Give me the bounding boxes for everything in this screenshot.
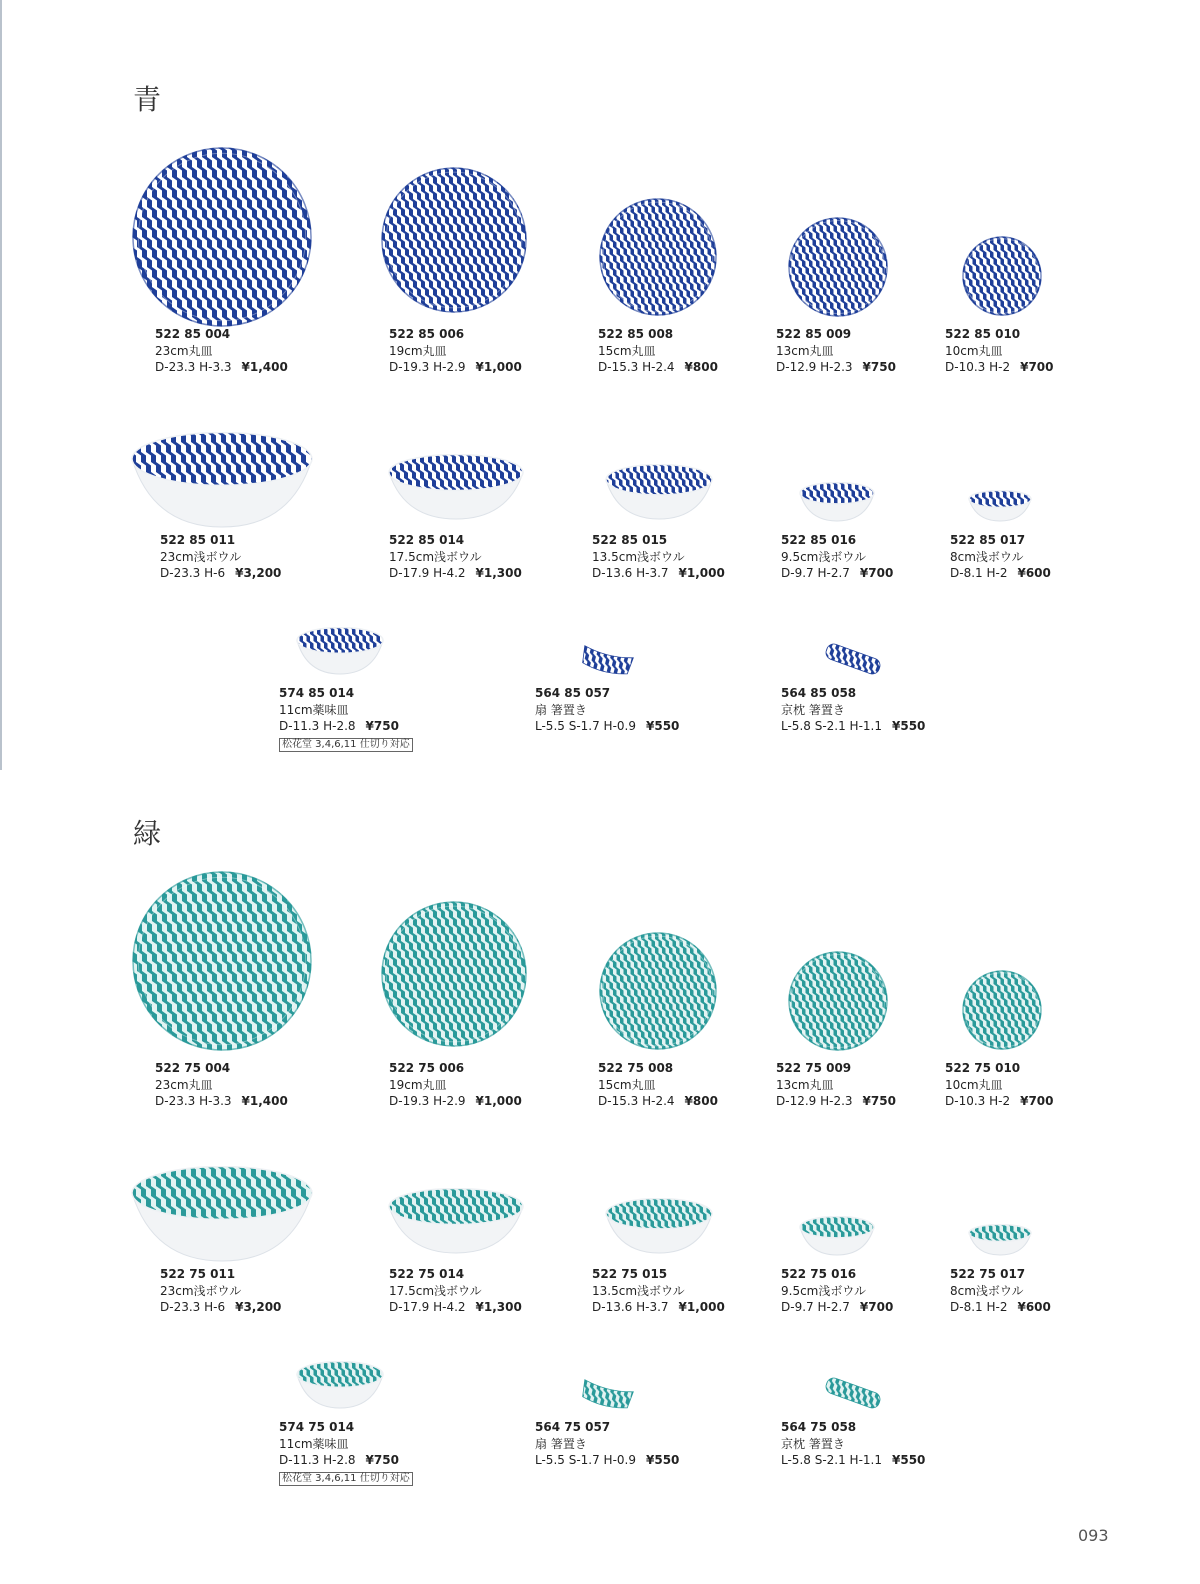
product-code: 522 75 004	[155, 1061, 231, 1075]
product-caption	[950, 1266, 1051, 1316]
plate-image	[788, 951, 888, 1051]
product-price: ¥1,300	[475, 1300, 522, 1314]
product-code: 574 75 014	[279, 1420, 355, 1434]
product-spec: D-13.6 H-3.7	[592, 1300, 669, 1314]
product-price: ¥700	[1020, 1094, 1054, 1108]
product-caption	[781, 1419, 925, 1469]
product-code: 522 75 006	[389, 1061, 465, 1075]
product-code: 522 75 016	[781, 1267, 857, 1281]
product-spec: D-9.7 H-2.7	[781, 1300, 850, 1314]
product-price: ¥800	[684, 1094, 718, 1108]
plate-image	[788, 217, 888, 317]
chopstick-rest-image	[822, 641, 884, 677]
product-price: ¥550	[892, 1453, 926, 1467]
product-price: ¥700	[859, 566, 894, 580]
product-caption	[389, 1060, 522, 1110]
product-name: 9.5cm浅ボウル	[781, 549, 867, 564]
product-name: 8cm浅ボウル	[950, 1283, 1024, 1298]
product-caption	[950, 532, 1051, 582]
product-code: 522 85 006	[389, 327, 465, 341]
product-caption	[279, 1419, 413, 1486]
product-price: ¥1,000	[475, 1094, 522, 1108]
product-price: ¥1,000	[475, 360, 522, 374]
product-caption	[389, 1266, 522, 1316]
section-title-green: 緑	[133, 817, 162, 850]
product-name: 19cm丸皿	[389, 343, 447, 358]
product-spec: D-23.3 H-3.3	[155, 360, 232, 374]
compatibility-note: 松花堂 3,4,6,11 仕切り対応	[279, 738, 413, 752]
product-price: ¥700	[1020, 360, 1054, 374]
product-price: ¥1,300	[475, 566, 522, 580]
product-name: 扇 箸置き	[535, 1436, 587, 1451]
bowl-image	[799, 482, 875, 522]
product-caption	[781, 685, 925, 735]
chopstick-rest-image	[822, 1375, 884, 1411]
product-caption	[535, 685, 679, 735]
bowl-image	[968, 490, 1032, 522]
compatibility-note: 松花堂 3,4,6,11 仕切り対応	[279, 1472, 413, 1486]
product-code: 522 75 011	[160, 1267, 236, 1281]
product-price: ¥550	[892, 719, 926, 733]
product-code: 564 85 058	[781, 686, 857, 700]
product-spec: L-5.8 S-2.1 H-1.1	[781, 1453, 882, 1467]
product-spec: D-12.9 H-2.3	[776, 1094, 853, 1108]
product-spec: D-11.3 H-2.8	[279, 719, 356, 733]
bowl-image	[799, 1216, 875, 1256]
product-price: ¥700	[859, 1300, 894, 1314]
product-price: ¥1,400	[241, 360, 288, 374]
product-name: 13cm丸皿	[776, 1077, 834, 1092]
product-name: 15cm丸皿	[598, 343, 656, 358]
product-caption	[598, 326, 718, 376]
product-spec: D-10.3 H-2	[945, 1094, 1011, 1108]
product-code: 522 85 014	[389, 533, 465, 547]
product-code: 522 75 017	[950, 1267, 1026, 1281]
product-code: 522 85 011	[160, 533, 236, 547]
product-code: 522 85 009	[776, 327, 852, 341]
product-code: 522 85 004	[155, 327, 231, 341]
product-price: ¥600	[1017, 566, 1051, 580]
bowl-image	[605, 1198, 713, 1254]
product-name: 13cm丸皿	[776, 343, 834, 358]
product-name: 10cm丸皿	[945, 1077, 1003, 1092]
plate-image	[962, 970, 1042, 1050]
product-spec: D-19.3 H-2.9	[389, 360, 466, 374]
product-spec: D-11.3 H-2.8	[279, 1453, 356, 1467]
product-spec: D-13.6 H-3.7	[592, 566, 669, 580]
product-spec: D-9.7 H-2.7	[781, 566, 850, 580]
product-spec: D-23.3 H-6	[160, 566, 226, 580]
product-spec: D-23.3 H-6	[160, 1300, 226, 1314]
product-caption	[776, 326, 896, 376]
product-caption	[279, 685, 413, 752]
product-caption	[535, 1419, 679, 1469]
page-number: 093	[1078, 1526, 1109, 1545]
product-caption	[945, 1060, 1054, 1110]
product-name: 19cm丸皿	[389, 1077, 447, 1092]
bowl-image	[388, 1188, 524, 1254]
product-spec: D-15.3 H-2.4	[598, 360, 675, 374]
plate-image	[599, 932, 717, 1050]
product-caption	[160, 1266, 281, 1316]
bowl-image	[131, 432, 313, 528]
product-spec: D-23.3 H-3.3	[155, 1094, 232, 1108]
product-spec: D-12.9 H-2.3	[776, 360, 853, 374]
product-spec: D-8.1 H-2	[950, 1300, 1008, 1314]
product-code: 564 75 057	[535, 1420, 611, 1434]
plate-image	[599, 198, 717, 316]
plate-image	[381, 167, 527, 313]
product-caption	[155, 326, 288, 376]
product-price: ¥1,000	[678, 1300, 725, 1314]
plate-image	[132, 147, 312, 327]
product-price: ¥3,200	[235, 566, 282, 580]
product-code: 522 85 015	[592, 533, 668, 547]
bowl-image	[296, 1361, 384, 1409]
product-code: 522 85 017	[950, 533, 1026, 547]
product-name: 17.5cm浅ボウル	[389, 1283, 482, 1298]
chopstick-rest-image	[578, 1377, 636, 1411]
bowl-image	[388, 454, 524, 520]
plate-image	[962, 236, 1042, 316]
product-spec: D-19.3 H-2.9	[389, 1094, 466, 1108]
page-edge-rule	[0, 0, 2, 770]
product-code: 564 85 057	[535, 686, 611, 700]
chopstick-rest-image	[578, 643, 636, 677]
product-price: ¥550	[646, 719, 680, 733]
bowl-image	[131, 1166, 313, 1262]
product-name: 11cm薬味皿	[279, 1436, 349, 1451]
product-price: ¥750	[862, 1094, 896, 1108]
product-name: 8cm浅ボウル	[950, 549, 1024, 564]
product-caption	[945, 326, 1054, 376]
product-spec: D-10.3 H-2	[945, 360, 1011, 374]
product-name: 23cm丸皿	[155, 343, 213, 358]
product-spec: L-5.8 S-2.1 H-1.1	[781, 719, 882, 733]
product-caption	[389, 532, 522, 582]
product-caption	[592, 1266, 725, 1316]
product-code: 522 85 008	[598, 327, 674, 341]
product-price: ¥550	[646, 1453, 680, 1467]
product-price: ¥750	[365, 719, 399, 733]
product-price: ¥3,200	[235, 1300, 282, 1314]
product-code: 522 75 015	[592, 1267, 668, 1281]
plate-image	[381, 901, 527, 1047]
product-spec: D-17.9 H-4.2	[389, 1300, 466, 1314]
product-caption	[781, 1266, 893, 1316]
product-name: 京枕 箸置き	[781, 1436, 845, 1451]
product-spec: D-17.9 H-4.2	[389, 566, 466, 580]
product-caption	[155, 1060, 288, 1110]
product-name: 扇 箸置き	[535, 702, 587, 717]
product-code: 574 85 014	[279, 686, 355, 700]
product-spec: L-5.5 S-1.7 H-0.9	[535, 719, 636, 733]
product-name: 10cm丸皿	[945, 343, 1003, 358]
product-name: 9.5cm浅ボウル	[781, 1283, 867, 1298]
product-caption	[160, 532, 281, 582]
product-code: 522 75 009	[776, 1061, 852, 1075]
product-price: ¥750	[862, 360, 896, 374]
product-code: 522 85 016	[781, 533, 857, 547]
bowl-image	[968, 1224, 1032, 1256]
product-name: 23cm浅ボウル	[160, 549, 242, 564]
product-price: ¥600	[1017, 1300, 1051, 1314]
product-caption	[776, 1060, 896, 1110]
product-name: 23cm浅ボウル	[160, 1283, 242, 1298]
product-code: 564 75 058	[781, 1420, 857, 1434]
product-spec: D-15.3 H-2.4	[598, 1094, 675, 1108]
product-caption	[781, 532, 893, 582]
plate-image	[132, 871, 312, 1051]
product-caption	[598, 1060, 718, 1110]
section-title-blue: 青	[133, 83, 162, 116]
product-caption	[389, 326, 522, 376]
product-name: 13.5cm浅ボウル	[592, 1283, 685, 1298]
product-code: 522 75 008	[598, 1061, 674, 1075]
product-code: 522 85 010	[945, 327, 1021, 341]
product-price: ¥1,400	[241, 1094, 288, 1108]
product-name: 13.5cm浅ボウル	[592, 549, 685, 564]
product-name: 京枕 箸置き	[781, 702, 845, 717]
product-price: ¥750	[365, 1453, 399, 1467]
bowl-image	[296, 627, 384, 675]
product-name: 15cm丸皿	[598, 1077, 656, 1092]
product-price: ¥1,000	[678, 566, 725, 580]
product-code: 522 75 014	[389, 1267, 465, 1281]
product-name: 17.5cm浅ボウル	[389, 549, 482, 564]
bowl-image	[605, 464, 713, 520]
product-caption	[592, 532, 725, 582]
product-name: 23cm丸皿	[155, 1077, 213, 1092]
product-spec: L-5.5 S-1.7 H-0.9	[535, 1453, 636, 1467]
product-code: 522 75 010	[945, 1061, 1021, 1075]
product-name: 11cm薬味皿	[279, 702, 349, 717]
product-price: ¥800	[684, 360, 718, 374]
product-spec: D-8.1 H-2	[950, 566, 1008, 580]
